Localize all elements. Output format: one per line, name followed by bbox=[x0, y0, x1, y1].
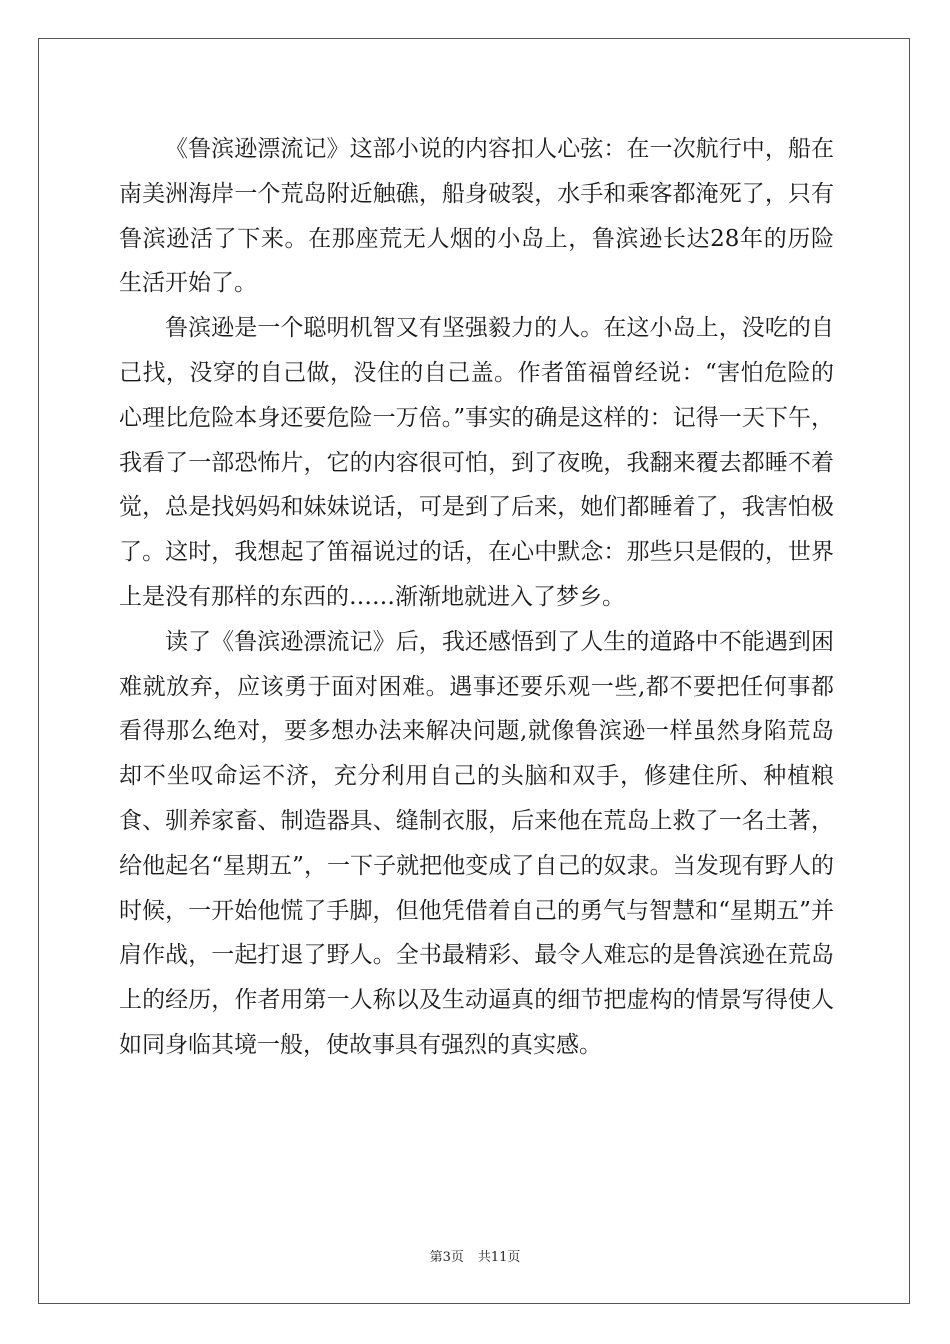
paragraph-2: 鲁滨逊是一个聪明机智又有坚强毅力的人。在这小岛上，没吃的自己找，没穿的自己做，没住的自己盖。作者笛福曾经说：“害怕危险的心理比危险本身还要危险一万倍。”事实的确是这样的：记得一天下午，我看了一部恐怖片，它的内容很可怕，到了夜晚，我翻来覆去都睡不着觉，总是找妈妈和妹妹说话，可是到了后来，她们都睡着了，我害怕极了。这时，我想起了笛福说过的话，在心中默念：那些只是假的，世界上是没有那样的东西的……渐渐地就进入了梦乡。 bbox=[119, 315, 834, 610]
body-text bbox=[119, 127, 834, 1068]
paragraph-3: 读了《鲁滨逊漂流记》后，我还感悟到了人生的道路中不能遇到困难就放弃，应该勇于面对困难。遇事还要乐观一些,都不要把任何事都看得那么绝对，要多想办法来解决问题,就像鲁滨逊一样虽然身陷荒岛却不坐叹命运不济，充分利用自己的头脑和双手，修建住所、种植粮食、驯养家畜、制造器具、缝制衣服，后来他在荒岛上救了一名土著，给他起名“星期五”，一下子就把他变成了自己的奴隶。当发现有野人的时候，一开始他慌了手脚，但他凭借着自己的勇气与智慧和“星期五”并肩作战，一起打退了野人。全书最精彩、最令人难忘的是鲁滨逊在荒岛上的经历，作者用第一人称以及生动逼真的细节把虚构的情景写得使人如同身临其境一般，使故事具有强烈的真实感。 bbox=[119, 628, 834, 1058]
paragraph-1: 《鲁滨逊漂流记》这部小说的内容扣人心弦：在一次航行中，船在南美洲海岸一个荒岛附近触礁，船身破裂，水手和乘客都淹死了，只有鲁滨逊活了下来。在那座荒无人烟的小岛上，鲁滨逊长达28年的历险生活开始了。 bbox=[119, 136, 834, 297]
page-total: 共11页 bbox=[477, 1250, 521, 1265]
page-footer bbox=[0, 1246, 950, 1265]
page-number: 第3页 bbox=[429, 1250, 464, 1265]
